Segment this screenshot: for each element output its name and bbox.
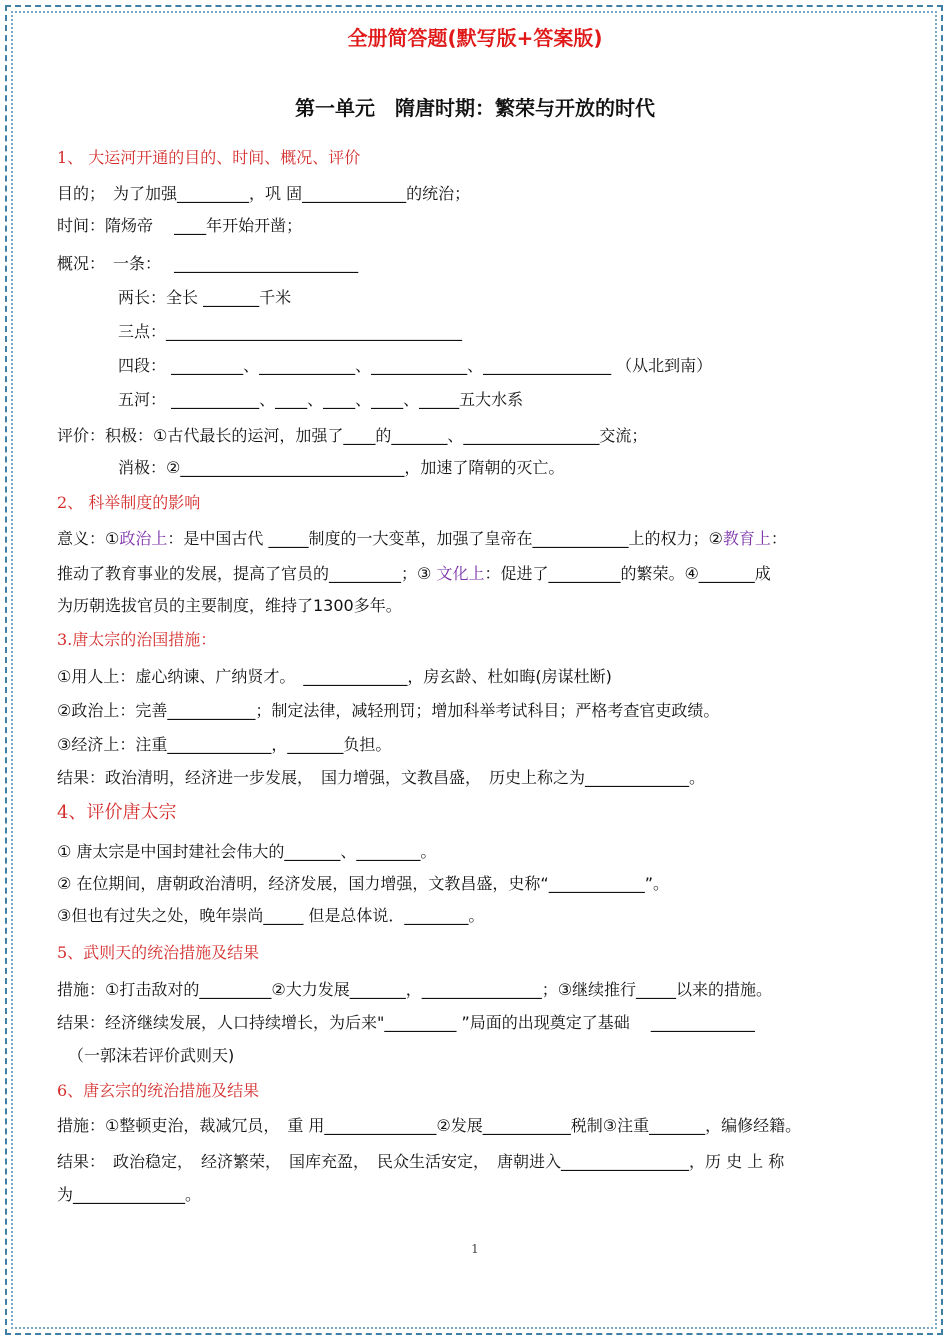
s1-time: 时间：隋炀帝 ____年开始开凿； — [57, 216, 303, 235]
s3-line-2: ②政治上：完善___________；制定法律，减轻刑罚；增加科举考试科目；严格考查官吏政绩。 — [57, 701, 720, 720]
section-6-heading: 6、唐玄宗的统治措施及结果 — [57, 1081, 260, 1100]
s4-line-3: ③但也有过失之处，晚年崇尚_____ 但是总体说．________。 — [57, 906, 485, 925]
s1-four-sections: 四段： _________、____________、____________、________________ （从北到南） — [118, 356, 713, 375]
s1-overview: 概况： 一条： _______________________ — [57, 254, 359, 273]
unit-title: 第一单元 隋唐时期：繁荣与开放的时代 — [295, 96, 655, 120]
s3-line-3: ③经济上：注重_____________，_______负担。 — [57, 735, 392, 754]
s2-l1-e: ： — [770, 529, 787, 548]
section-3-heading: 3.唐太宗的治国措施： — [57, 630, 217, 649]
s4-line-2: ② 在位期间，唐朝政治清明，经济发展，国力增强，文教昌盛，史称“____________”。 — [57, 874, 670, 893]
s2-line-2 — [57, 564, 771, 584]
s2-l2-c: ：促进了_________的繁荣。④_______成 — [484, 564, 771, 583]
s2-l1-a: 意义：① — [57, 529, 120, 548]
s2-culture-label: 文化上 — [436, 564, 485, 583]
s1-purpose: 目的； 为了加强_________，巩 固_____________的统治； — [57, 184, 471, 203]
s1-evaluation-negative: 消极：②____________________________，加速了隋朝的灭亡。 — [118, 458, 565, 477]
s6-measures: 措施：①整顿吏治，裁减冗员， 重 用______________②发展___________税制③注重_______，编修经籍。 — [57, 1116, 802, 1135]
section-5-heading: 5、武则天的统治措施及结果 — [57, 943, 260, 962]
s1-five-rivers: 五河： ___________、____、____、____、_____五大水系 — [118, 390, 524, 409]
s1-evaluation-positive: 评价：积极：①古代最长的运河，加强了____的_______、_________________交流； — [57, 426, 648, 445]
s1-two-lengths: 两长：全长 _______千米 — [118, 288, 292, 307]
s2-l1-c: ：是中国古代 _____制度的一大变革，加强了皇帝在____________上的权力；② — [167, 529, 723, 548]
section-2-heading: 2、 科举制度的影响 — [57, 493, 201, 512]
s5-quote: （一郭沫若评价武则天) — [68, 1046, 235, 1065]
s3-line-1: ①用人上：虚心纳谏、广纳贤才。 _____________，房玄龄、杜如晦(房谋杜断) — [57, 667, 612, 686]
s6-result-cont: 为______________。 — [57, 1185, 202, 1204]
s5-result: 结果：经济继续发展，人口持续增长，为后来"_________ ”局面的出现奠定了基础 _____________ — [57, 1013, 755, 1032]
s2-line-1 — [57, 529, 787, 549]
s2-line-3: 为历朝选拔官员的主要制度，维持了1300多年。 — [57, 596, 402, 615]
s2-politics-label: 政治上 — [119, 529, 168, 548]
s3-result: 结果：政治清明，经济进一步发展， 国力增强，文教昌盛， 历史上称之为_____________。 — [57, 768, 706, 787]
s5-measures: 措施：①打击敌对的_________②大力发展_______，_______________；③继续推行_____以来的措施。 — [57, 980, 773, 999]
page-number: 1 — [471, 1242, 479, 1256]
section-1-heading: 1、 大运河开通的目的、时间、概况、评价 — [57, 148, 361, 167]
s2-education-label: 教育上 — [722, 529, 771, 548]
section-4-heading: 4、评价唐太宗 — [57, 802, 177, 823]
document-title: 全册简答题(默写版+答案版) — [347, 26, 603, 50]
s2-l2-a: 推动了教育事业的发展，提高了官员的_________；③ — [57, 564, 437, 583]
s1-three-points: 三点：_____________________________________ — [118, 322, 463, 341]
s4-line-1: ① 唐太宗是中国封建社会伟大的_______、________。 — [57, 842, 437, 861]
s6-result: 结果： 政治稳定， 经济繁荣， 国库充盈， 民众生活安定， 唐朝进入________________，历 史 上 称 — [57, 1152, 785, 1171]
